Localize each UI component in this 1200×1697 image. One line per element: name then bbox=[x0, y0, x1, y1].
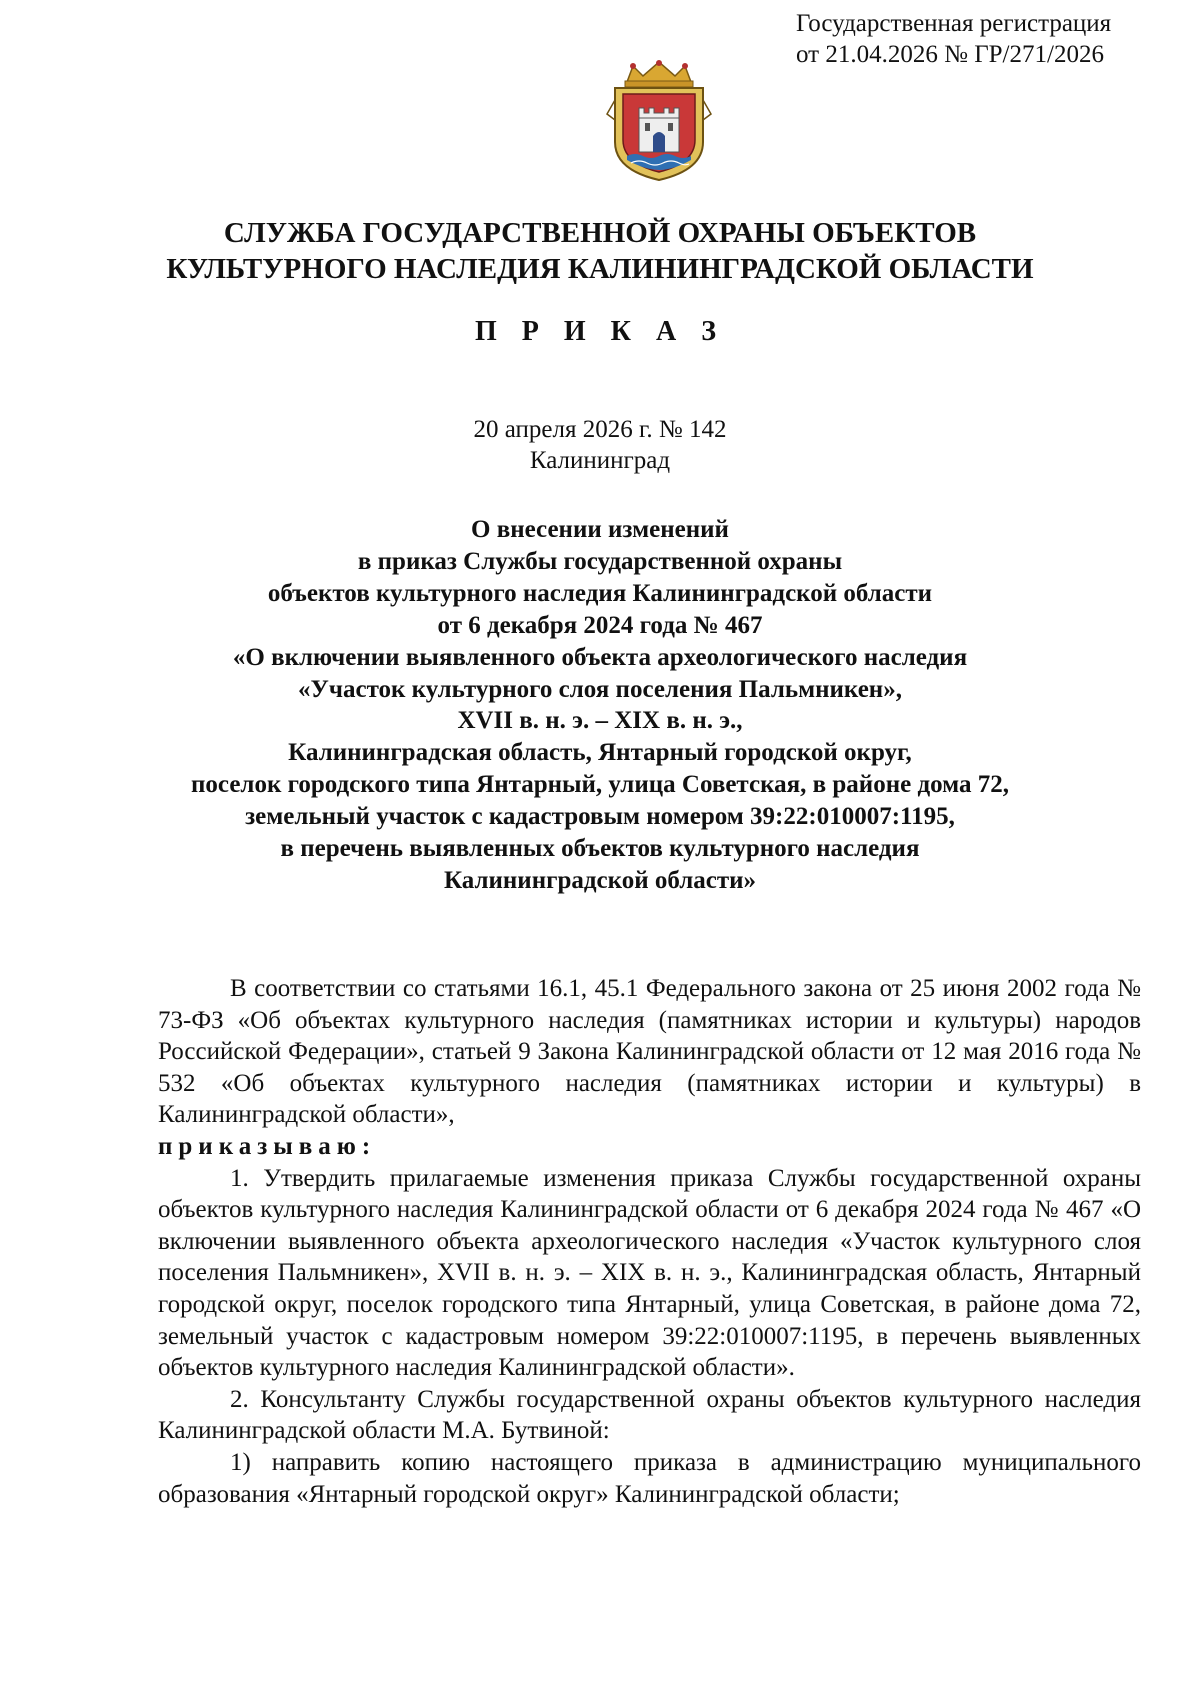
document-type: П Р И К А З bbox=[475, 316, 725, 347]
organization-name bbox=[0, 215, 1200, 287]
document-body bbox=[158, 973, 1141, 1510]
organization-line-2: КУЛЬТУРНОГО НАСЛЕДИЯ КАЛИНИНГРАДСКОЙ ОБЛАСТИ bbox=[166, 253, 1034, 285]
item-2-1-paragraph: 1) направить копию настоящего приказа в администрацию муниципального образования «Янтарный городской округ» Калининградской области; bbox=[158, 1448, 1141, 1508]
organization-line-1: СЛУЖБА ГОСУДАРСТВЕННОЙ ОХРАНЫ ОБЪЕКТОВ bbox=[223, 217, 977, 249]
subject-title bbox=[0, 514, 1200, 897]
decree-word: приказываю: bbox=[158, 1132, 377, 1160]
subject-line: поселок городского типа Янтарный, улица Советская, в районе дома 72, bbox=[191, 771, 1009, 799]
subject-line: «О включении выявленного объекта археологического наследия bbox=[232, 643, 968, 671]
subject-line: в перечень выявленных объектов культурного наследия bbox=[280, 835, 920, 863]
registration-stamp bbox=[796, 8, 1111, 70]
registration-line-2: от 21.04.2026 № ГР/271/2026 bbox=[796, 41, 1104, 68]
preamble-paragraph bbox=[158, 973, 1141, 1163]
date-place-block bbox=[0, 414, 1200, 476]
subject-line: Калининградской области» bbox=[443, 866, 757, 894]
subject-line: Калининградская область, Янтарный городской округ, bbox=[288, 739, 912, 767]
subject-line: в приказ Службы государственной охраны bbox=[357, 547, 843, 575]
subject-line: от 6 декабря 2024 года № 467 bbox=[437, 611, 763, 639]
date-number: 20 апреля 2026 г. № 142 bbox=[473, 416, 727, 443]
subject-line: XVII в. н. э. – XIX в. н. э., bbox=[457, 707, 743, 735]
registration-line-1: Государственная регистрация bbox=[796, 10, 1112, 37]
item-2-paragraph: 2. Консультанту Службы государственной охраны объектов культурного наследия Калининградской области М.А. Бутвиной: bbox=[158, 1385, 1141, 1445]
subject-line: «Участок культурного слоя поселения Пальмникен», bbox=[298, 675, 902, 703]
subject-line: О внесении изменений bbox=[471, 516, 729, 543]
city: Калининград bbox=[529, 447, 671, 474]
item-1-paragraph: 1. Утвердить прилагаемые изменения приказа Службы государственной охраны объектов культурного наследия Калининградской области от 6 декабря 2024 года № 467 «О включении выявленного объекта археологического наследия «Участок культурного слоя поселения Пальмникен», XVII в. н. э. – XIX в. н. э., Калининградская область, Янтарный городской округ, поселок городского типа Янтарный, улица Советская, в районе дома 72, земельный участок с кадастровым номером 39:22:010007:1195, в перечень выявленных объектов культурного наследия Калининградской области». bbox=[158, 1164, 1141, 1382]
preamble-text: В соответствии со статьями 16.1, 45.1 Федерального закона от 25 июня 2002 года № 73-ФЗ «Об объектах культурного наследия (памятниках истории и культуры) народов Российской Федерации», статьей 9 Закона Калининградской области от 12 мая 2016 года № 532 «Об объектах культурного наследия (памятниках истории и культуры) в Калининградской области», bbox=[158, 975, 1141, 1129]
subject-line: объектов культурного наследия Калининградской области bbox=[267, 579, 933, 607]
subject-line: земельный участок с кадастровым номером 39:22:010007:1195, bbox=[245, 803, 955, 831]
coat-of-arms-icon bbox=[603, 60, 715, 182]
